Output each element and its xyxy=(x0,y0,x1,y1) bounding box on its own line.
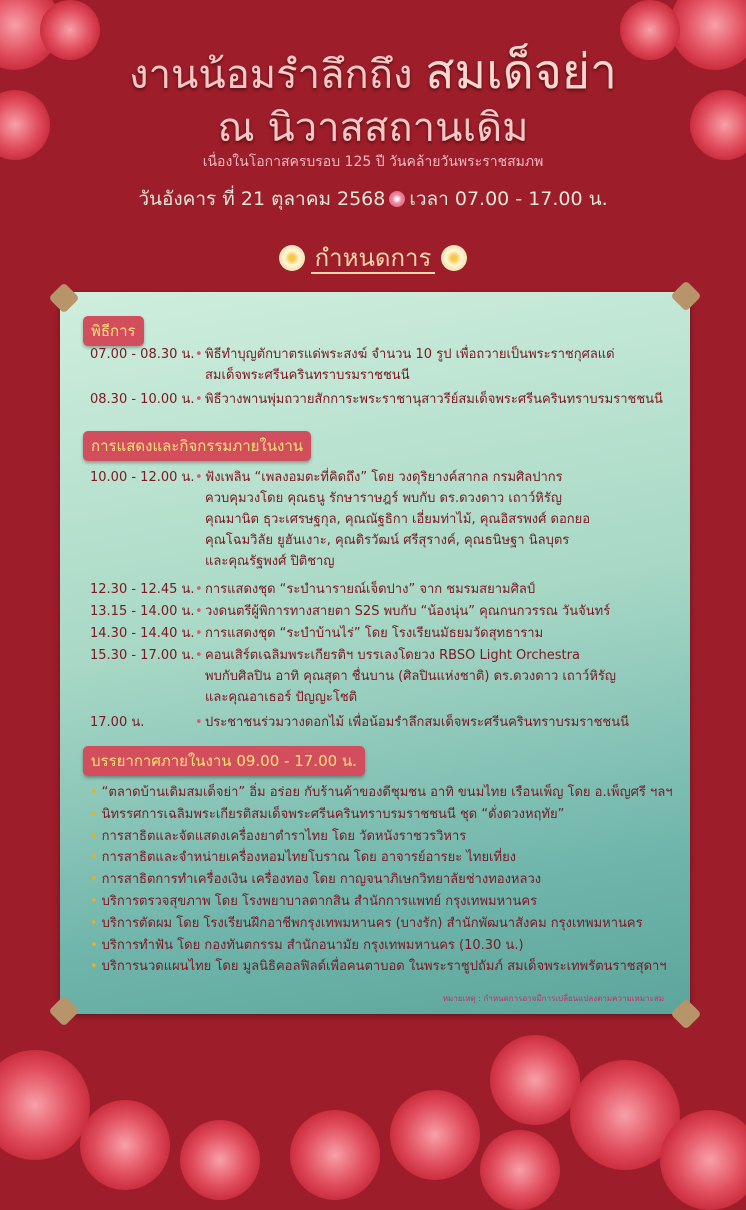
row-text-line: ควบคุมวงโดย คุณธนู รักษาราษฎร์ พบกับ ดร.ดวงดาว เถาว์หิรัญ xyxy=(205,491,562,506)
flower-decoration xyxy=(290,1110,380,1200)
row-text-line: • ฟังเพลิน “เพลงอมตะที่คิดถึง” โดย วงดุริยางค์สากล กรมศิลปากร xyxy=(205,470,563,485)
subtitle: เนื่องในโอกาสครบรอบ 125 ปี วันคล้ายวันพระราชสมภพ xyxy=(202,154,544,170)
atmosphere-item: • บริการนวดแผนไทย โดย มูลนิธิคอลฟิลด์เพื่อคนตาบอด ในพระราชูปถัมภ์ สมเด็จพระเทพรัตนราชสุดาฯ xyxy=(90,957,667,977)
schedule-row: 08.30 - 10.00 น. • พิธีวางพานพุ่มถวายสักการะพระราชานุสาวรีย์สมเด็จพระศรีนครินทราบรมราชชนนี xyxy=(90,389,680,410)
row-text-line: • ประชาชนร่วมวางดอกไม้ เพื่อน้อมรำลึกสมเด็จพระศรีนครินทราบรมราชชนนี xyxy=(205,715,629,731)
atmosphere-item: • บริการตัดผม โดย โรงเรียนฝึกอาชีพกรุงเทพมหานคร (บางรัก) สำนักพัฒนาสังคม กรุงเทพมหานคร xyxy=(90,914,643,934)
row-text-line: คุณโฉมวิลัย ยูฮันเงาะ, คุณดิรวัฒน์ ศรีสุรางค์, คุณธนิษฐา นิลบุตร xyxy=(205,533,570,548)
flower-decoration xyxy=(0,1050,90,1160)
event-date: วันอังคาร ที่ 21 ตุลาคม 2568 เวลา 07.00 - 17.00 น. xyxy=(138,188,608,210)
row-time: 14.30 - 14.40 น. xyxy=(90,626,195,642)
row-text-line: และคุณรัฐพงศ์ ปิติชาญ xyxy=(205,554,335,569)
atmosphere-item: • บริการทำฟัน โดย กองทันตกรรม สำนักอนามัย กรุงเทพมหานคร (10.30 น.) xyxy=(90,936,524,956)
plumeria-icon xyxy=(279,245,305,271)
row-text-line: • วงดนตรีผู้พิการทางสายตา S2S พบกับ “น้องนุ่น” คุณกนกวรรณ วันจันทร์ xyxy=(205,603,611,619)
note: หมายเหตุ : กำหนดการอาจมีการเปลี่ยนแปลงตามความเหมาะสม xyxy=(442,994,664,1003)
row-text-line: พบกับศิลปิน อาทิ คุณสุดา ชื่นบาน (ศิลปินแห่งชาติ) ดร.ดวงดาว เถาว์หิรัญ xyxy=(205,669,616,685)
schedule-row xyxy=(90,579,680,600)
schedule-row: 07.00 - 08.30 น. • พิธีทำบุญตักบาตรแด่พระสงฆ์ จำนวน 10 รูป เพื่อถวายเป็นพระราชกุศลแด่ สมเด็จพระศรีนครินทราบรมราชชนนี xyxy=(90,344,680,386)
row-text-line: • การแสดงชุด “ระบำบ้านไร่” โดย โรงเรียนมัธยมวัดสุทธาราม xyxy=(205,626,544,642)
row-text-line: คุณมานิต ธุวะเศรษฐกุล, คุณณัฐธิกา เอี่ยมท่าไม้, คุณอิสรพงศ์ ดอกยอ xyxy=(205,512,591,527)
flower-decoration xyxy=(180,1120,260,1200)
row-text-line: และคุณอาเธอร์ ปัญญะโชติ xyxy=(205,690,358,706)
title-line-1: งานน้อมรำลึกถึง สมเด็จย่า xyxy=(129,44,617,100)
flower-decoration xyxy=(660,1110,746,1210)
section-label-performances: การแสดงและกิจกรรมภายในงาน xyxy=(83,431,311,461)
flower-decoration xyxy=(390,1090,480,1180)
section-label-atmosphere: บรรยากาศภายในงาน 09.00 - 17.00 น. xyxy=(83,746,365,776)
row-text-line: • คอนเสิร์ตเฉลิมพระเกียรติฯ บรรเลงโดยวง RBSO Light Orchestra xyxy=(205,648,580,664)
atmosphere-item: • บริการตรวจสุขภาพ โดย โรงพยาบาลตากสิน สำนักการแพทย์ กรุงเทพมหานคร xyxy=(90,892,537,912)
atmosphere-item: • นิทรรศการเฉลิมพระเกียรติสมเด็จพระศรีนครินทราบรมราชชนนี ชุด “ดั่งดวงหฤทัย” xyxy=(90,805,564,825)
flower-decoration xyxy=(490,1035,580,1125)
row-text-line: • การแสดงชุด “ระบำนารายณ์เจ็ดปาง” จาก ชมรมสยามศิลป์ xyxy=(205,581,536,597)
title-line-2: ณ นิวาสสถานเดิม xyxy=(217,105,529,151)
schedule-row xyxy=(90,601,680,622)
row-time: 15.30 - 17.00 น. xyxy=(90,648,195,664)
row-time: 10.00 - 12.00 น. xyxy=(90,470,195,485)
atmosphere-item: • การสาธิตและจัดแสดงเครื่องยาตำราไทย โดย วัดหนังราชวรวิหาร xyxy=(90,827,466,847)
flower-decoration xyxy=(80,1100,170,1190)
schedule-heading: กำหนดการ xyxy=(0,238,746,277)
atmosphere-item: • การสาธิตการทำเครื่องเงิน เครื่องทอง โดย กาญจนาภิเษกวิทยาลัยช่างทองหลวง xyxy=(90,870,541,890)
flower-icon xyxy=(389,191,405,207)
row-time: 13.15 - 14.00 น. xyxy=(90,603,195,619)
schedule-row xyxy=(90,712,680,733)
atmosphere-item: • การสาธิตและจำหน่ายเครื่องหอมไทยโบราณ โดย อาจารย์อารยะ ไทยเที่ยง xyxy=(90,848,516,868)
plumeria-icon xyxy=(441,245,467,271)
flower-decoration xyxy=(480,1130,560,1210)
section-label-ceremony: พิธีการ xyxy=(83,316,144,346)
atmosphere-item: • “ตลาดบ้านเดิมสมเด็จย่า” อิ่ม อร่อย กับร้านค้าของดีชุมชน อาทิ ขนมไทย เรือนเพ็ญ โดย อ.เพ็ญศรี ฯลฯ xyxy=(90,783,673,803)
schedule-row xyxy=(90,623,680,644)
schedule-row xyxy=(90,645,680,708)
row-time: 12.30 - 12.45 น. xyxy=(90,581,195,597)
row-time: 17.00 น. xyxy=(90,715,145,731)
schedule-row xyxy=(90,467,680,572)
